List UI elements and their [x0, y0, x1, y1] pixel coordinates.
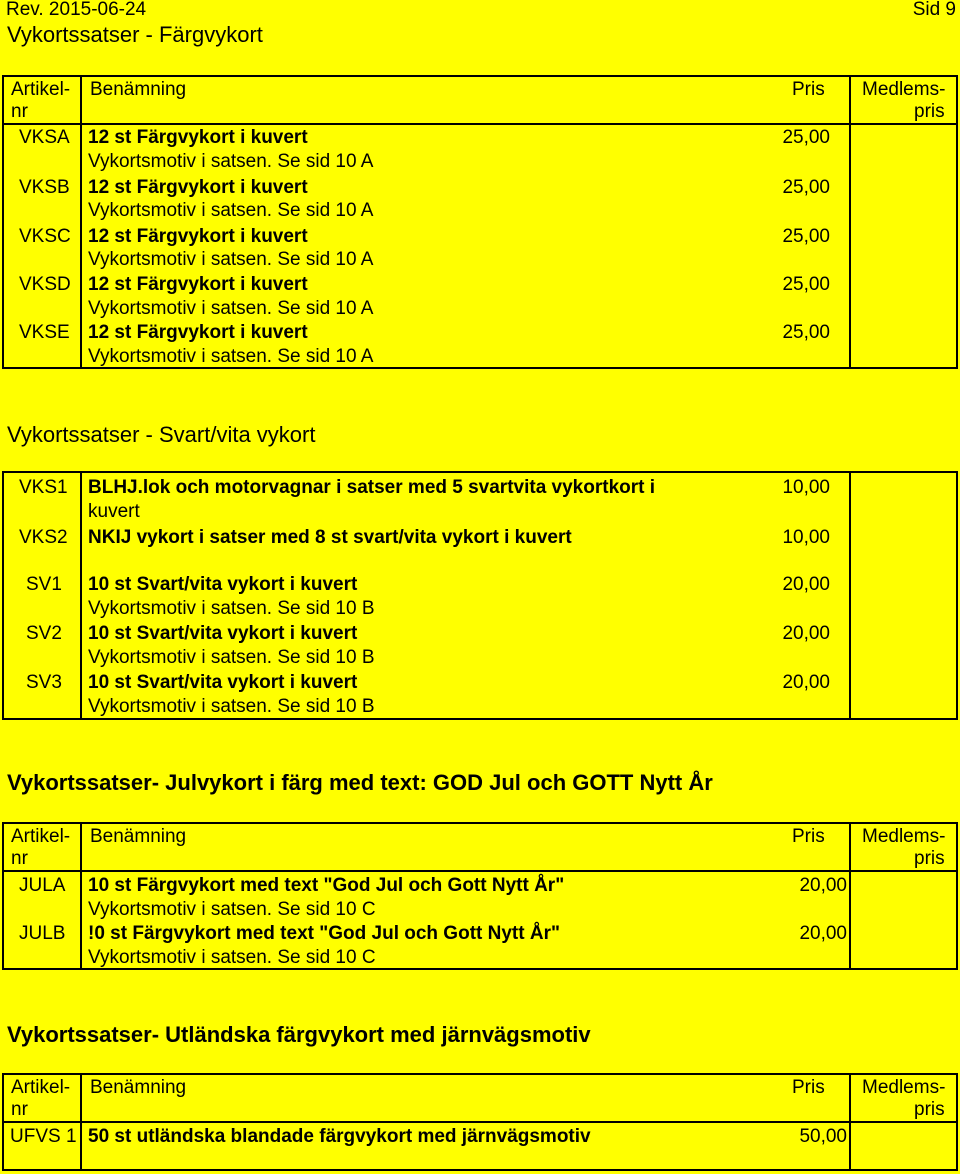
- col-artikel-nr: nr: [11, 101, 28, 122]
- col-medlemspris: pris: [914, 101, 945, 122]
- article-nr: VKSB: [19, 177, 70, 198]
- col-medlemspris: pris: [914, 1099, 945, 1120]
- item-name: 12 st Färgvykort i kuvert: [88, 274, 308, 295]
- item-note: Vykortsmotiv i satsen. Se sid 10 A: [88, 298, 374, 319]
- col-benamning: Benämning: [90, 79, 187, 100]
- col-artikel: Artikel-: [11, 826, 71, 847]
- header-divider: [4, 870, 956, 872]
- header-divider: [4, 123, 956, 125]
- item-name: 10 st Svart/vita vykort i kuvert: [88, 574, 358, 595]
- item-name: 10 st Svart/vita vykort i kuvert: [88, 672, 358, 693]
- col-medlems: Medlems-: [862, 1077, 946, 1098]
- header-divider: [4, 1121, 956, 1123]
- item-price: 20,00: [782, 623, 830, 644]
- item-price: 25,00: [782, 226, 830, 247]
- article-nr: JULB: [19, 923, 66, 944]
- column-divider: [80, 77, 82, 367]
- article-nr: SV1: [26, 574, 62, 595]
- col-medlems: Medlems-: [862, 826, 946, 847]
- article-nr: VKS2: [19, 527, 68, 548]
- item-name: NKIJ vykort i satser med 8 st svart/vita vykort i kuvert: [88, 527, 572, 548]
- item-note: Vykortsmotiv i satsen. Se sid 10 A: [88, 249, 374, 270]
- article-nr: VKSA: [19, 127, 70, 148]
- col-medlemspris: pris: [914, 848, 945, 869]
- col-pris: Pris: [792, 1077, 825, 1098]
- col-pris: Pris: [792, 79, 825, 100]
- section-title-julvykort: Vykortssatser- Julvykort i färg med text: GOD Jul och GOTT Nytt År: [7, 770, 713, 795]
- table-svartvita: [2, 471, 958, 720]
- item-name: 12 st Färgvykort i kuvert: [88, 177, 308, 198]
- section-title-svartvita: Vykortssatser - Svart/vita vykort: [7, 422, 316, 447]
- item-price: 25,00: [782, 127, 830, 148]
- article-nr: VKSC: [19, 226, 71, 247]
- item-name: !0 st Färgvykort med text "God Jul och Gott Nytt År": [88, 923, 560, 944]
- item-name: 12 st Färgvykort i kuvert: [88, 226, 308, 247]
- item-note: Vykortsmotiv i satsen. Se sid 10 C: [88, 947, 376, 968]
- item-price: 25,00: [782, 177, 830, 198]
- column-divider: [80, 824, 82, 968]
- item-price: 20,00: [782, 672, 830, 693]
- item-note: Vykortsmotiv i satsen. Se sid 10 B: [88, 598, 375, 619]
- item-note: Vykortsmotiv i satsen. Se sid 10 A: [88, 200, 374, 221]
- article-nr: VKSD: [19, 274, 71, 295]
- table-fargvykort: [2, 75, 958, 369]
- col-artikel: Artikel-: [11, 1077, 71, 1098]
- column-divider: [849, 473, 851, 718]
- item-name: 50 st utländska blandade färgvykort med järnvägsmotiv: [88, 1126, 591, 1147]
- article-nr: JULA: [19, 875, 66, 896]
- item-name: BLHJ.lok och motorvagnar i satser med 5 svartvita vykortkort i: [88, 477, 656, 498]
- col-benamning: Benämning: [90, 1077, 187, 1098]
- col-artikel: Artikel-: [11, 79, 71, 100]
- table-julvykort: [2, 822, 958, 970]
- col-artikel-nr: nr: [11, 848, 28, 869]
- col-medlems: Medlems-: [862, 79, 946, 100]
- item-note: Vykortsmotiv i satsen. Se sid 10 B: [88, 647, 375, 668]
- column-divider: [849, 824, 851, 968]
- item-name: 12 st Färgvykort i kuvert: [88, 127, 308, 148]
- section-title-utlandska: Vykortssatser- Utländska färgvykort med järnvägsmotiv: [7, 1022, 591, 1047]
- table-utlandska: [2, 1073, 958, 1171]
- col-artikel-nr: nr: [11, 1099, 28, 1120]
- item-price: 10,00: [782, 527, 830, 548]
- item-note: kuvert: [88, 501, 140, 522]
- item-note: Vykortsmotiv i satsen. Se sid 10 B: [88, 696, 375, 717]
- item-price: 50,00: [799, 1126, 847, 1147]
- item-price: 20,00: [799, 923, 847, 944]
- page-number: Sid 9: [912, 0, 956, 20]
- item-name: 10 st Färgvykort med text "God Jul och Gott Nytt År": [88, 875, 565, 896]
- item-note: Vykortsmotiv i satsen. Se sid 10 A: [88, 151, 374, 172]
- article-nr: UFVS 1: [10, 1126, 77, 1147]
- section-title-fargvykort: Vykortssatser - Färgvykort: [7, 22, 263, 47]
- revision-date: Rev. 2015-06-24: [6, 0, 147, 20]
- item-price: 10,00: [782, 477, 830, 498]
- item-price: 20,00: [782, 574, 830, 595]
- item-price: 20,00: [799, 875, 847, 896]
- column-divider: [80, 473, 82, 718]
- article-nr: VKSE: [19, 322, 70, 343]
- col-pris: Pris: [792, 826, 825, 847]
- article-nr: SV3: [26, 672, 62, 693]
- col-benamning: Benämning: [90, 826, 187, 847]
- item-note: Vykortsmotiv i satsen. Se sid 10 A: [88, 346, 374, 367]
- article-nr: VKS1: [19, 477, 68, 498]
- item-price: 25,00: [782, 274, 830, 295]
- item-name: 10 st Svart/vita vykort i kuvert: [88, 623, 358, 644]
- item-price: 25,00: [782, 322, 830, 343]
- item-note: Vykortsmotiv i satsen. Se sid 10 C: [88, 899, 376, 920]
- article-nr: SV2: [26, 623, 62, 644]
- column-divider: [849, 77, 851, 367]
- item-name: 12 st Färgvykort i kuvert: [88, 322, 308, 343]
